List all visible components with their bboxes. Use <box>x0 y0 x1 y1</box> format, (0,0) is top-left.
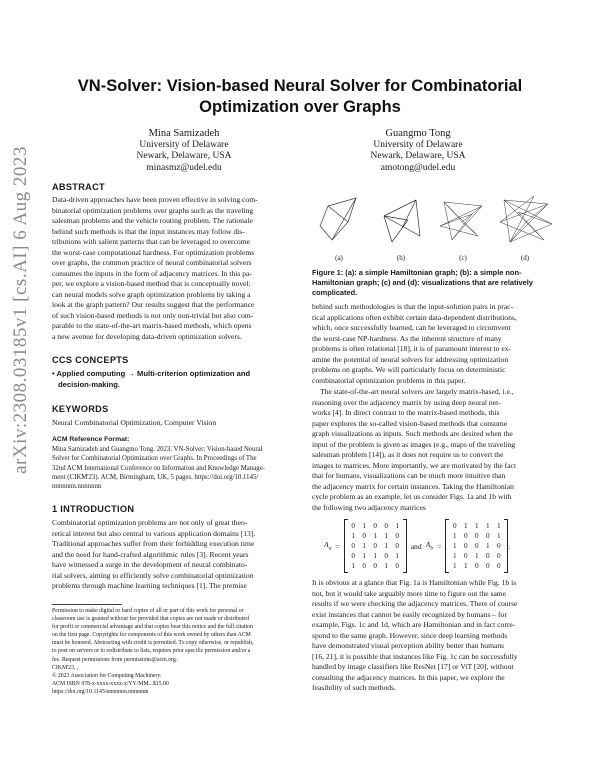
arxiv-stamp-text: arXiv:2308.03185v1 [cs.AI] 6 Aug 2023 <box>10 146 31 474</box>
author-affiliation: University of Delaware <box>139 139 229 150</box>
graph-c <box>440 202 482 240</box>
abstract-heading: ABSTRACT <box>52 182 105 192</box>
adjacency-matrices: $A_a$ = 0 1 0 0 1 1 0 1 1 0 0 1 0 1 0 0 1 1 0 1 1 0 0 1 0 and $A_b$ = 0 1 1 1 1 1 0 0 0 1 1 0 0 1 0 1 0 1 0 0 1 1 0 0 0 . <box>324 517 560 575</box>
graph-a <box>320 198 356 240</box>
author-affiliation: University of Delaware <box>373 139 463 150</box>
matrix-a: 0 1 0 0 1 1 0 1 1 0 0 1 0 1 0 0 1 1 0 1 1 0 0 1 0 <box>351 522 399 570</box>
footnote-rule <box>52 604 122 605</box>
figure-label-b: (b) <box>396 254 406 262</box>
ccs-body: • Applied computing → Multi-criterion optimization and decision-making. <box>52 369 251 389</box>
right-paragraph-3: It is obvious at a glance that Fig. 1a is Hamiltonian while Fig. 1b is not, but it would take arguably more time to figure out the same results if we were checking the adjacency matrices. There of course exist instances that cannot be easily recognized by humans – for example, Figs. 1c and 1d, which are Hamiltonian and in fact corre- spond to the same graph. However, since deep learning methods have demonstrated visual perception ability better than humans [16, 21], it is possible that instances like Fig. 1c can be successfully handled by image classifiers like ResNet [17] or ViT [20], without consulting the adjacency matrices. In this paper, we explore the feasibility of such methods. <box>312 578 518 692</box>
author-name: Mina Samizadeh <box>148 128 220 139</box>
author-2 <box>318 128 518 174</box>
acm-ref-body: Mina Samizadeh and Guangmo Tong. 2023. VN-Solver: Vision-based Neural Solver for Combinatorial Optimization over Graphs. In Proceedings of The 32nd ACM International Conference on Information and Knowledge Manage- ment (CIKM'23). ACM, Birmingham, UK, 5 pages. https://doi.org/10.1145/ nnnnnnn.nnnnnnn <box>52 446 265 491</box>
title-line-2: Optimization over Graphs <box>199 98 401 116</box>
acm-ref-heading: ACM Reference Format: <box>52 436 130 443</box>
author-email: amotong@udel.edu <box>380 162 456 173</box>
intro-body: Combinatorial optimization problems are not only of great theo- retical interest but also central to various application domains [13]. Traditional approaches suffer from their forbidding execution time and the need for hand-crafted algorithmic rules [3]. Recent years have witnessed a surge in the development of neural combinato- rial solvers, aiming to efficiently solve combinatorial optimization problems through machine learning techniques [1]. The premise <box>52 518 256 590</box>
author-location: Newark, Delaware, USA <box>370 151 466 161</box>
author-name: Guangmo Tong <box>385 128 451 139</box>
author-location: Newark, Delaware, USA <box>136 151 232 161</box>
figure-1-graphs <box>312 192 562 252</box>
author-1 <box>84 128 284 174</box>
arxiv-stamp <box>4 40 38 580</box>
ccs-heading: CCS CONCEPTS <box>52 355 129 365</box>
right-paragraph-1: behind such methodologies is that the input-solution pairs in prac- tical applications often exhibit certain data-dependent distributions, which, once successfully learned, can be leveraged to circumvent the worst-case NP-hardness. As the inherent structure of many problems is often relational [18], it is of paramount interest to ex- amine the potential of neural solvers for addressing optimization problems on graphs. We will particularly focus on deterministic combinatorial optimization problems in this paper. <box>312 302 517 385</box>
matrix-b: 0 1 1 1 1 1 0 0 0 1 1 0 0 1 0 1 0 1 0 0 1 1 0 0 0 <box>453 522 501 570</box>
abstract-body: Data-driven approaches have been proven effective in solving com- binatorial optimization problems over graphs such as the traveling salesman problems and the vehicle routing problem. The rationale behind such methods is that the input instances may follow dis- tributions with salient patterns that can be leveraged to overcome the worst-case computational hardness. For optimization problems over graphs, the common practice of neural combinatorial solvers consumes the inputs in the form of adjacency matrices. In this pa- per, we explore a vision-based method that is conceptually novel: can neural models solve graph optimization problems by taking a look at the graph pattern? Our results suggest that the performance of such vision-based methods is not only non-trivial but also com- parable to the state-of-the-art matrix-based methods, which opens a new avenue for developing data-driven optimization solvers. <box>52 195 258 341</box>
intro-heading: 1 INTRODUCTION <box>52 504 135 514</box>
figure-label-a: (a) <box>335 254 343 262</box>
footnote: Permission to make digital or hard copies of all or part of this work for personal or classroom use is granted without fee provided that copies are not made or distributed for profit or commercial advantage and that copies bear this notice and the full citation on the first page. Copyrights for components of this work owned by others than ACM must be honored. Abstracting with credit is permitted. To copy otherwise, or republish, to post on servers or to redistribute to lists, requires prior specific permission and/or a fee. Request permissions from permissions@acm.org. CIKM'23, , © 2023 Association for Computing Machinery. ACM ISBN 978-x-xxxx-xxxx-x/YY/MM...$15.00 https://doi.org/10.1145/nnnnnnn.nnnnnnn <box>52 608 254 695</box>
matrix-a-label: $A_a$ <box>324 540 332 552</box>
keywords-heading: KEYWORDS <box>52 404 109 414</box>
graph-d <box>500 196 552 242</box>
author-email: minasmz@udel.edu <box>146 162 222 173</box>
matrix-b-label: $A_b$ <box>425 540 434 552</box>
figure-caption: Figure 1: (a): a simple Hamiltonian graph; (b): a simple non- Hamiltonian graph; (c) and (d): visualizations that are relatively complicated. <box>312 268 533 297</box>
matrix-and: and <box>410 541 422 551</box>
graph-b <box>384 200 420 242</box>
title-line-1: VN-Solver: Vision-based Neural Solver for Combinatorial <box>77 77 523 95</box>
paper-title <box>40 76 560 118</box>
figure-label-c: (c) <box>459 254 467 262</box>
right-paragraph-2: The state-of-the-art neural solvers are largely matrix-based, i.e., reasoning over the adjacency matrix by using deep neural net- works [4]. In direct contrast to the matrix-based methods, this paper explores the so-called vision-based methods that consume graph visualizations as inputs. Such methods are desired when the input of the problem is given as images (e.g., maps of the traveling salesman problem [14]), as it does not require us to convert the images to matrices. More importantly, we are motivated by the fact that for humans, visualizations can be much more intuitive than the adjacency matrix for certain instances. Taking the Hamiltonian cycle problem as an example, let us consider Figs. 1a and 1b with the following two adjacency matrices <box>312 387 517 512</box>
figure-label-d: (d) <box>520 254 530 262</box>
keywords-body: Neural Combinatorial Optimization, Computer Vision <box>52 418 217 427</box>
